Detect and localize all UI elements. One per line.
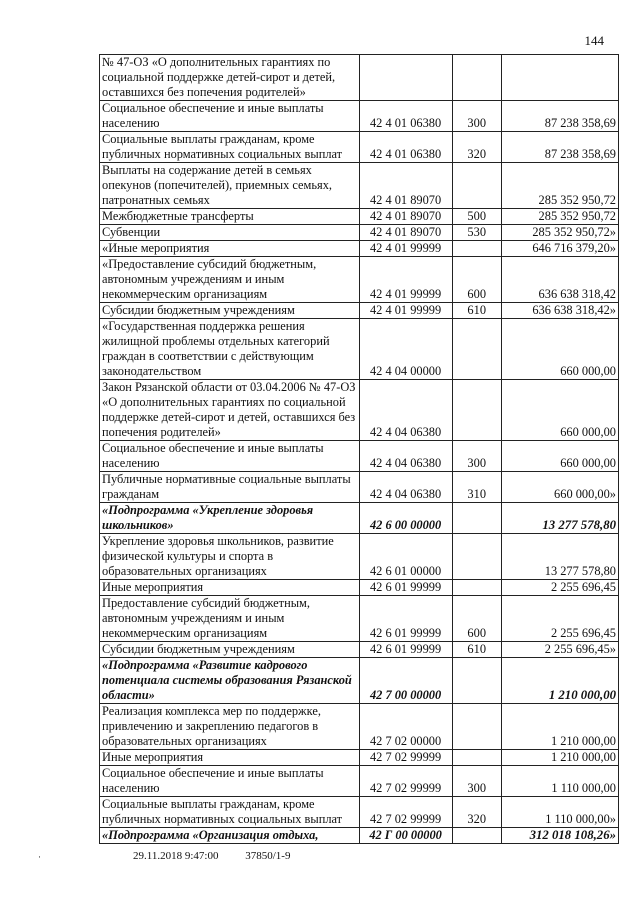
row-type-cell (452, 163, 501, 209)
row-code-cell: 42 Г 00 00000 (359, 828, 452, 844)
budget-table (99, 54, 619, 844)
row-type-cell (452, 534, 501, 580)
row-type-cell (452, 704, 501, 750)
row-name-cell: № 47-ОЗ «О дополнительных гарантиях по социальной поддержке детей-сирот и детей, оставшихся без попечения родителей» (100, 55, 360, 101)
row-type-cell (452, 658, 501, 704)
row-sum-cell: 1 110 000,00» (501, 797, 618, 828)
row-sum-cell: 285 352 950,72 (501, 209, 618, 225)
row-type-cell: 600 (452, 596, 501, 642)
row-name-cell: Социальные выплаты гражданам, кроме публичных нормативных социальных выплат (100, 132, 360, 163)
row-type-cell: 320 (452, 797, 501, 828)
row-code-cell (359, 55, 452, 101)
row-name-cell: Субсидии бюджетным учреждениям (100, 642, 360, 658)
table-row (100, 797, 619, 828)
row-sum-cell: 660 000,00 (501, 380, 618, 441)
row-sum-cell: 87 238 358,69 (501, 101, 618, 132)
row-code-cell: 42 4 01 89070 (359, 209, 452, 225)
row-sum-cell: 1 110 000,00 (501, 766, 618, 797)
row-type-cell: 320 (452, 132, 501, 163)
row-code-cell: 42 6 01 99999 (359, 596, 452, 642)
table-row (100, 441, 619, 472)
row-type-cell: 310 (452, 472, 501, 503)
row-code-cell: 42 6 00 00000 (359, 503, 452, 534)
table-row (100, 55, 619, 101)
row-code-cell: 42 7 02 00000 (359, 704, 452, 750)
row-name-cell: «Подпрограмма «Укрепление здоровья школьников» (100, 503, 360, 534)
table-row (100, 580, 619, 596)
row-code-cell: 42 4 04 06380 (359, 472, 452, 503)
row-name-cell: Социальные выплаты гражданам, кроме публичных нормативных социальных выплат (100, 797, 360, 828)
row-code-cell: 42 6 01 99999 (359, 580, 452, 596)
row-name-cell: «Подпрограмма «Развитие кадрового потенциала системы образования Рязанской области» (100, 658, 360, 704)
table-row (100, 257, 619, 303)
row-type-cell (452, 55, 501, 101)
table-row (100, 828, 619, 844)
row-name-cell: Социальное обеспечение и иные выплаты населению (100, 101, 360, 132)
table-row (100, 472, 619, 503)
table-row (100, 241, 619, 257)
table-row (100, 303, 619, 319)
row-code-cell: 42 4 01 89070 (359, 225, 452, 241)
row-sum-cell: 636 638 318,42 (501, 257, 618, 303)
row-name-cell: Социальное обеспечение и иные выплаты населению (100, 441, 360, 472)
row-type-cell (452, 380, 501, 441)
row-type-cell (452, 503, 501, 534)
row-type-cell (452, 828, 501, 844)
table-row (100, 658, 619, 704)
table-row (100, 132, 619, 163)
table-row (100, 380, 619, 441)
table-row (100, 766, 619, 797)
row-code-cell: 42 4 04 06380 (359, 380, 452, 441)
row-name-cell: Закон Рязанской области от 03.04.2006 № 47-ОЗ «О дополнительных гарантиях по социальной поддержке детей-сирот и детей, оставшихся без попечения родителей» (100, 380, 360, 441)
row-sum-cell: 13 277 578,80 (501, 534, 618, 580)
row-name-cell: Субсидии бюджетным учреждениям (100, 303, 360, 319)
footer-doc-id: 37850/1-9 (245, 850, 291, 862)
row-sum-cell: 1 210 000,00 (501, 658, 618, 704)
table-row (100, 503, 619, 534)
table-row (100, 596, 619, 642)
row-sum-cell: 2 255 696,45 (501, 580, 618, 596)
row-type-cell (452, 580, 501, 596)
row-name-cell: Укрепление здоровья школьников, развитие физической культуры и спорта в образовательных организациях (100, 534, 360, 580)
row-sum-cell: 1 210 000,00 (501, 750, 618, 766)
row-code-cell: 42 6 01 99999 (359, 642, 452, 658)
row-code-cell: 42 7 02 99999 (359, 797, 452, 828)
row-sum-cell: 660 000,00» (501, 472, 618, 503)
row-code-cell: 42 4 01 99999 (359, 303, 452, 319)
row-type-cell: 610 (452, 642, 501, 658)
row-type-cell: 300 (452, 101, 501, 132)
table-row (100, 704, 619, 750)
table-row (100, 750, 619, 766)
row-name-cell: «Подпрограмма «Организация отдыха, (100, 828, 360, 844)
row-name-cell: «Предоставление субсидий бюджетным, автономным учреждениям и иным некоммерческим организациям (100, 257, 360, 303)
row-name-cell: «Государственная поддержка решения жилищной проблемы отдельных категорий граждан в соответствии с действующим законодательством (100, 319, 360, 380)
row-code-cell: 42 6 01 00000 (359, 534, 452, 580)
footer-timestamp: 29.11.2018 9:47:00 (133, 850, 219, 862)
row-sum-cell: 1 210 000,00 (501, 704, 618, 750)
row-code-cell: 42 7 02 99999 (359, 750, 452, 766)
row-sum-cell: 87 238 358,69 (501, 132, 618, 163)
row-code-cell: 42 4 01 99999 (359, 241, 452, 257)
row-type-cell (452, 241, 501, 257)
row-name-cell: Субвенции (100, 225, 360, 241)
table-row (100, 534, 619, 580)
page-number: 144 (584, 33, 604, 48)
row-code-cell: 42 4 01 06380 (359, 132, 452, 163)
table-row (100, 209, 619, 225)
row-name-cell: «Иные мероприятия (100, 241, 360, 257)
row-code-cell: 42 7 00 00000 (359, 658, 452, 704)
row-sum-cell: 285 352 950,72» (501, 225, 618, 241)
row-code-cell: 42 4 04 06380 (359, 441, 452, 472)
row-sum-cell: 312 018 108,26» (501, 828, 618, 844)
row-type-cell: 610 (452, 303, 501, 319)
row-type-cell (452, 319, 501, 380)
table-row (100, 101, 619, 132)
row-sum-cell: 660 000,00 (501, 319, 618, 380)
row-name-cell: Выплаты на содержание детей в семьях опекунов (попечителей), приемных семьях, патронатных семьях (100, 163, 360, 209)
row-name-cell: Межбюджетные трансферты (100, 209, 360, 225)
row-name-cell: Иные мероприятия (100, 750, 360, 766)
row-code-cell: 42 7 02 99999 (359, 766, 452, 797)
row-name-cell: Иные мероприятия (100, 580, 360, 596)
table-row (100, 319, 619, 380)
row-type-cell: 500 (452, 209, 501, 225)
row-sum-cell: 13 277 578,80 (501, 503, 618, 534)
row-type-cell: 300 (452, 441, 501, 472)
row-type-cell (452, 750, 501, 766)
row-sum-cell (501, 55, 618, 101)
row-type-cell: 300 (452, 766, 501, 797)
budget-table-body (100, 55, 619, 844)
row-type-cell: 530 (452, 225, 501, 241)
row-name-cell: Реализация комплекса мер по поддержке, привлечению и закреплению педагогов в образовательных организациях (100, 704, 360, 750)
table-row (100, 163, 619, 209)
row-sum-cell: 660 000,00 (501, 441, 618, 472)
margin-mark: · (38, 852, 41, 862)
row-sum-cell: 2 255 696,45» (501, 642, 618, 658)
row-code-cell: 42 4 01 99999 (359, 257, 452, 303)
row-sum-cell: 636 638 318,42» (501, 303, 618, 319)
row-name-cell: Публичные нормативные социальные выплаты гражданам (100, 472, 360, 503)
row-sum-cell: 285 352 950,72 (501, 163, 618, 209)
row-sum-cell: 2 255 696,45 (501, 596, 618, 642)
table-row (100, 642, 619, 658)
row-code-cell: 42 4 01 06380 (359, 101, 452, 132)
row-name-cell: Социальное обеспечение и иные выплаты населению (100, 766, 360, 797)
row-sum-cell: 646 716 379,20» (501, 241, 618, 257)
row-code-cell: 42 4 01 89070 (359, 163, 452, 209)
row-type-cell: 600 (452, 257, 501, 303)
row-code-cell: 42 4 04 00000 (359, 319, 452, 380)
table-row (100, 225, 619, 241)
footer (133, 850, 314, 862)
row-name-cell: Предоставление субсидий бюджетным, автономным учреждениям и иным некоммерческим организациям (100, 596, 360, 642)
